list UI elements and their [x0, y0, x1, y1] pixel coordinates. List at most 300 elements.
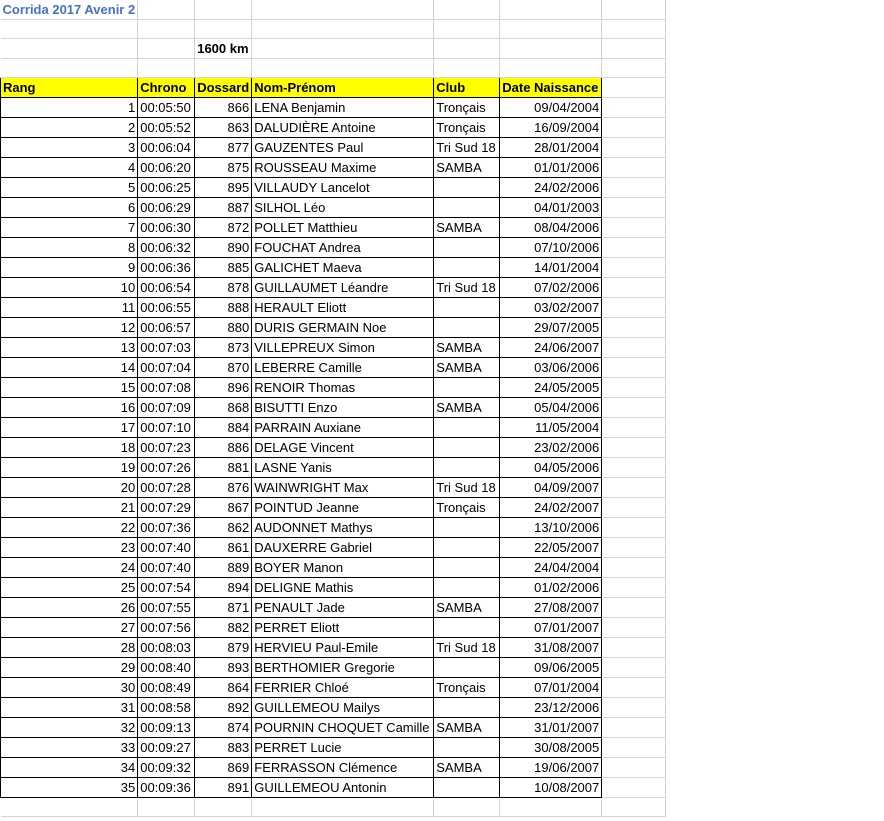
rank-cell[interactable]: 10	[1, 278, 138, 298]
rank-cell[interactable]: 28	[1, 638, 138, 658]
cell[interactable]	[434, 39, 500, 59]
bib-cell[interactable]: 872	[195, 218, 252, 238]
cell[interactable]	[602, 278, 666, 298]
bib-cell[interactable]: 862	[195, 518, 252, 538]
rank-cell[interactable]: 7	[1, 218, 138, 238]
header-rang[interactable]: Rang	[1, 78, 138, 98]
birthdate-cell[interactable]: 03/02/2007	[500, 298, 602, 318]
cell[interactable]	[138, 20, 195, 39]
rank-cell[interactable]: 34	[1, 758, 138, 778]
name-cell[interactable]: GAUZENTES Paul	[252, 138, 434, 158]
header-dossard[interactable]: Dossard	[195, 78, 252, 98]
rank-cell[interactable]: 25	[1, 578, 138, 598]
name-cell[interactable]: GUILLEMEOU Antonin	[252, 778, 434, 798]
cell[interactable]	[434, 20, 500, 39]
cell[interactable]	[602, 638, 666, 658]
cell[interactable]	[602, 478, 666, 498]
chrono-cell[interactable]: 00:07:40	[138, 538, 195, 558]
club-cell[interactable]	[434, 778, 500, 798]
club-cell[interactable]: SAMBA	[434, 358, 500, 378]
cell[interactable]	[602, 438, 666, 458]
cell[interactable]	[602, 778, 666, 798]
chrono-cell[interactable]: 00:07:04	[138, 358, 195, 378]
chrono-cell[interactable]: 00:09:27	[138, 738, 195, 758]
cell[interactable]	[602, 318, 666, 338]
bib-cell[interactable]: 879	[195, 638, 252, 658]
cell[interactable]	[1, 798, 138, 817]
cell[interactable]	[602, 518, 666, 538]
birthdate-cell[interactable]: 11/05/2004	[500, 418, 602, 438]
chrono-cell[interactable]: 00:07:36	[138, 518, 195, 538]
bib-cell[interactable]: 896	[195, 378, 252, 398]
birthdate-cell[interactable]: 04/09/2007	[500, 478, 602, 498]
club-cell[interactable]	[434, 538, 500, 558]
chrono-cell[interactable]: 00:09:36	[138, 778, 195, 798]
birthdate-cell[interactable]: 09/04/2004	[500, 98, 602, 118]
table-row	[1, 338, 666, 358]
birthdate-cell[interactable]: 14/01/2004	[500, 258, 602, 278]
chrono-cell[interactable]: 00:05:52	[138, 118, 195, 138]
rank-cell[interactable]: 33	[1, 738, 138, 758]
bib-cell[interactable]: 869	[195, 758, 252, 778]
bib-cell[interactable]: 880	[195, 318, 252, 338]
name-cell[interactable]: DAUXERRE Gabriel	[252, 538, 434, 558]
club-cell[interactable]: SAMBA	[434, 218, 500, 238]
name-cell[interactable]: POURNIN CHOQUET Camille	[252, 718, 434, 738]
chrono-cell[interactable]: 00:07:10	[138, 418, 195, 438]
table-row	[1, 538, 666, 558]
header-date-naissance[interactable]: Date Naissance	[500, 78, 602, 98]
cell[interactable]	[138, 798, 195, 817]
chrono-cell[interactable]: 00:09:13	[138, 718, 195, 738]
birthdate-cell[interactable]: 24/06/2007	[500, 338, 602, 358]
birthdate-cell[interactable]: 24/02/2007	[500, 498, 602, 518]
name-cell[interactable]: PARRAIN Auxiane	[252, 418, 434, 438]
rank-cell[interactable]: 30	[1, 678, 138, 698]
empty-row	[1, 59, 666, 78]
cell[interactable]	[434, 798, 500, 817]
rank-cell[interactable]: 32	[1, 718, 138, 738]
cell[interactable]	[602, 578, 666, 598]
club-cell[interactable]	[434, 238, 500, 258]
rank-cell[interactable]: 6	[1, 198, 138, 218]
cell[interactable]	[195, 0, 252, 20]
birthdate-cell[interactable]: 23/02/2006	[500, 438, 602, 458]
chrono-cell[interactable]: 00:07:29	[138, 498, 195, 518]
birthdate-cell[interactable]: 04/01/2003	[500, 198, 602, 218]
rank-cell[interactable]: 17	[1, 418, 138, 438]
bib-cell[interactable]: 874	[195, 718, 252, 738]
bib-cell[interactable]: 876	[195, 478, 252, 498]
club-cell[interactable]: Tronçais	[434, 498, 500, 518]
club-cell[interactable]: SAMBA	[434, 398, 500, 418]
rank-cell[interactable]: 22	[1, 518, 138, 538]
cell[interactable]	[602, 158, 666, 178]
bib-cell[interactable]: 895	[195, 178, 252, 198]
birthdate-cell[interactable]: 24/02/2006	[500, 178, 602, 198]
cell[interactable]	[138, 39, 195, 59]
cell[interactable]	[602, 738, 666, 758]
club-cell[interactable]	[434, 178, 500, 198]
bib-cell[interactable]: 890	[195, 238, 252, 258]
cell[interactable]	[500, 798, 602, 817]
name-cell[interactable]: ROUSSEAU Maxime	[252, 158, 434, 178]
bib-cell[interactable]: 875	[195, 158, 252, 178]
table-row	[1, 698, 666, 718]
bib-cell[interactable]: 863	[195, 118, 252, 138]
birthdate-cell[interactable]: 01/02/2006	[500, 578, 602, 598]
rank-cell[interactable]: 35	[1, 778, 138, 798]
club-cell[interactable]: Tronçais	[434, 98, 500, 118]
bib-cell[interactable]: 867	[195, 498, 252, 518]
cell[interactable]	[602, 458, 666, 478]
name-cell[interactable]: WAINWRIGHT Max	[252, 478, 434, 498]
name-cell[interactable]: VILLEPREUX Simon	[252, 338, 434, 358]
rank-cell[interactable]: 23	[1, 538, 138, 558]
chrono-cell[interactable]: 00:08:49	[138, 678, 195, 698]
club-cell[interactable]	[434, 618, 500, 638]
cell[interactable]	[602, 338, 666, 358]
club-cell[interactable]	[434, 518, 500, 538]
cell[interactable]	[602, 98, 666, 118]
chrono-cell[interactable]: 00:06:04	[138, 138, 195, 158]
cell[interactable]	[602, 658, 666, 678]
rank-cell[interactable]: 24	[1, 558, 138, 578]
name-cell[interactable]: LEBERRE Camille	[252, 358, 434, 378]
name-cell[interactable]: GUILLEMEOU Mailys	[252, 698, 434, 718]
cell[interactable]	[602, 558, 666, 578]
club-cell[interactable]	[434, 738, 500, 758]
club-cell[interactable]	[434, 298, 500, 318]
distance-label[interactable]: 1600 km	[195, 39, 252, 59]
rank-cell[interactable]: 29	[1, 658, 138, 678]
club-cell[interactable]	[434, 578, 500, 598]
cell[interactable]	[602, 218, 666, 238]
chrono-cell[interactable]: 00:06:36	[138, 258, 195, 278]
chrono-cell[interactable]: 00:07:54	[138, 578, 195, 598]
birthdate-cell[interactable]: 24/04/2004	[500, 558, 602, 578]
table-row	[1, 158, 666, 178]
club-cell[interactable]	[434, 698, 500, 718]
cell[interactable]	[138, 59, 195, 78]
club-cell[interactable]: Tri Sud 18	[434, 278, 500, 298]
birthdate-cell[interactable]: 31/08/2007	[500, 638, 602, 658]
name-cell[interactable]: DELAGE Vincent	[252, 438, 434, 458]
chrono-cell[interactable]: 00:06:55	[138, 298, 195, 318]
birthdate-cell[interactable]: 23/12/2006	[500, 698, 602, 718]
rank-cell[interactable]: 21	[1, 498, 138, 518]
name-cell[interactable]: BERTHOMIER Gregorie	[252, 658, 434, 678]
bib-cell[interactable]: 866	[195, 98, 252, 118]
club-cell[interactable]: Tri Sud 18	[434, 478, 500, 498]
chrono-cell[interactable]: 00:07:56	[138, 618, 195, 638]
table-row	[1, 278, 666, 298]
birthdate-cell[interactable]: 07/01/2007	[500, 618, 602, 638]
name-cell[interactable]: LENA Benjamin	[252, 98, 434, 118]
cell[interactable]	[1, 59, 138, 78]
cell[interactable]	[252, 39, 434, 59]
table-row	[1, 178, 666, 198]
name-cell[interactable]: DALUDIÈRE Antoine	[252, 118, 434, 138]
cell[interactable]	[195, 59, 252, 78]
rank-cell[interactable]: 5	[1, 178, 138, 198]
cell[interactable]	[500, 59, 602, 78]
rank-cell[interactable]: 3	[1, 138, 138, 158]
name-cell[interactable]: HERVIEU Paul-Emile	[252, 638, 434, 658]
club-cell[interactable]: Tri Sud 18	[434, 638, 500, 658]
bib-cell[interactable]: 868	[195, 398, 252, 418]
name-cell[interactable]: PERRET Lucie	[252, 738, 434, 758]
chrono-cell[interactable]: 00:07:09	[138, 398, 195, 418]
cell[interactable]	[252, 0, 434, 20]
cell[interactable]	[252, 59, 434, 78]
table-row	[1, 518, 666, 538]
chrono-cell[interactable]: 00:07:08	[138, 378, 195, 398]
table-row	[1, 418, 666, 438]
chrono-cell[interactable]: 00:07:23	[138, 438, 195, 458]
bib-cell[interactable]: 861	[195, 538, 252, 558]
chrono-cell[interactable]: 00:06:32	[138, 238, 195, 258]
bib-cell[interactable]: 891	[195, 778, 252, 798]
cell[interactable]	[500, 0, 602, 20]
bib-cell[interactable]: 894	[195, 578, 252, 598]
cell[interactable]	[602, 78, 666, 98]
chrono-cell[interactable]: 00:06:29	[138, 198, 195, 218]
cell[interactable]	[602, 418, 666, 438]
chrono-cell[interactable]: 00:06:30	[138, 218, 195, 238]
cell[interactable]	[500, 39, 602, 59]
chrono-cell[interactable]: 00:07:03	[138, 338, 195, 358]
bib-cell[interactable]: 882	[195, 618, 252, 638]
cell[interactable]	[195, 20, 252, 39]
birthdate-cell[interactable]: 16/09/2004	[500, 118, 602, 138]
cell[interactable]	[602, 118, 666, 138]
birthdate-cell[interactable]: 22/05/2007	[500, 538, 602, 558]
name-cell[interactable]: VILLAUDY Lancelot	[252, 178, 434, 198]
rank-cell[interactable]: 13	[1, 338, 138, 358]
birthdate-cell[interactable]: 30/08/2005	[500, 738, 602, 758]
cell[interactable]	[602, 378, 666, 398]
bib-cell[interactable]: 864	[195, 678, 252, 698]
rank-cell[interactable]: 8	[1, 238, 138, 258]
chrono-cell[interactable]: 00:05:50	[138, 98, 195, 118]
bib-cell[interactable]: 893	[195, 658, 252, 678]
cell[interactable]	[602, 618, 666, 638]
cell[interactable]	[1, 39, 138, 59]
rank-cell[interactable]: 12	[1, 318, 138, 338]
chrono-cell[interactable]: 00:07:26	[138, 458, 195, 478]
birthdate-cell[interactable]: 09/06/2005	[500, 658, 602, 678]
birthdate-cell[interactable]: 07/10/2006	[500, 238, 602, 258]
table-row	[1, 678, 666, 698]
bib-cell[interactable]: 892	[195, 698, 252, 718]
birthdate-cell[interactable]: 31/01/2007	[500, 718, 602, 738]
cell[interactable]	[602, 598, 666, 618]
cell[interactable]	[602, 20, 666, 39]
cell[interactable]	[602, 59, 666, 78]
cell[interactable]	[602, 718, 666, 738]
cell[interactable]	[602, 398, 666, 418]
club-cell[interactable]: SAMBA	[434, 158, 500, 178]
club-cell[interactable]: SAMBA	[434, 598, 500, 618]
cell[interactable]	[602, 358, 666, 378]
name-cell[interactable]: BISUTTI Enzo	[252, 398, 434, 418]
bib-cell[interactable]: 873	[195, 338, 252, 358]
name-cell[interactable]: DELIGNE Mathis	[252, 578, 434, 598]
club-cell[interactable]	[434, 318, 500, 338]
bib-cell[interactable]: 885	[195, 258, 252, 278]
name-cell[interactable]: FERRIER Chloé	[252, 678, 434, 698]
name-cell[interactable]: AUDONNET Mathys	[252, 518, 434, 538]
cell[interactable]	[138, 0, 195, 20]
club-cell[interactable]	[434, 418, 500, 438]
sheet-title[interactable]: Corrida 2017 Avenir 2	[1, 0, 138, 20]
bib-cell[interactable]: 887	[195, 198, 252, 218]
birthdate-cell[interactable]: 19/06/2007	[500, 758, 602, 778]
birthdate-cell[interactable]: 24/05/2005	[500, 378, 602, 398]
name-cell[interactable]: FOUCHAT Andrea	[252, 238, 434, 258]
chrono-cell[interactable]: 00:07:40	[138, 558, 195, 578]
chrono-cell[interactable]: 00:08:03	[138, 638, 195, 658]
rank-cell[interactable]: 27	[1, 618, 138, 638]
cell[interactable]	[252, 798, 434, 817]
club-cell[interactable]	[434, 558, 500, 578]
birthdate-cell[interactable]: 08/04/2006	[500, 218, 602, 238]
rank-cell[interactable]: 16	[1, 398, 138, 418]
name-cell[interactable]: SILHOL Léo	[252, 198, 434, 218]
cell[interactable]	[602, 698, 666, 718]
rank-cell[interactable]: 18	[1, 438, 138, 458]
cell[interactable]	[602, 498, 666, 518]
name-cell[interactable]: HERAULT Eliott	[252, 298, 434, 318]
club-cell[interactable]: Tronçais	[434, 678, 500, 698]
birthdate-cell[interactable]: 01/01/2006	[500, 158, 602, 178]
name-cell[interactable]: FERRASSON Clémence	[252, 758, 434, 778]
name-cell[interactable]: GUILLAUMET Léandre	[252, 278, 434, 298]
header-nom-prenom[interactable]: Nom-Prénom	[252, 78, 434, 98]
cell[interactable]	[602, 258, 666, 278]
rank-cell[interactable]: 14	[1, 358, 138, 378]
bib-cell[interactable]: 884	[195, 418, 252, 438]
birthdate-cell[interactable]: 04/05/2006	[500, 458, 602, 478]
club-cell[interactable]	[434, 658, 500, 678]
rank-cell[interactable]: 11	[1, 298, 138, 318]
cell[interactable]	[1, 20, 138, 39]
rank-cell[interactable]: 4	[1, 158, 138, 178]
birthdate-cell[interactable]: 05/04/2006	[500, 398, 602, 418]
birthdate-cell[interactable]: 07/02/2006	[500, 278, 602, 298]
bib-cell[interactable]: 870	[195, 358, 252, 378]
cell[interactable]	[602, 39, 666, 59]
name-cell[interactable]: BOYER Manon	[252, 558, 434, 578]
birthdate-cell[interactable]: 10/08/2007	[500, 778, 602, 798]
birthdate-cell[interactable]: 07/01/2004	[500, 678, 602, 698]
bib-cell[interactable]: 878	[195, 278, 252, 298]
cell[interactable]	[195, 798, 252, 817]
table-row	[1, 398, 666, 418]
rank-cell[interactable]: 9	[1, 258, 138, 278]
club-cell[interactable]	[434, 438, 500, 458]
name-cell[interactable]: PERRET Eliott	[252, 618, 434, 638]
cell[interactable]	[602, 178, 666, 198]
cell[interactable]	[602, 538, 666, 558]
chrono-cell[interactable]: 00:06:25	[138, 178, 195, 198]
club-cell[interactable]: SAMBA	[434, 718, 500, 738]
birthdate-cell[interactable]: 27/08/2007	[500, 598, 602, 618]
name-cell[interactable]: LASNE Yanis	[252, 458, 434, 478]
club-cell[interactable]	[434, 458, 500, 478]
rank-cell[interactable]: 1	[1, 98, 138, 118]
chrono-cell[interactable]: 00:06:57	[138, 318, 195, 338]
club-cell[interactable]: SAMBA	[434, 758, 500, 778]
rank-cell[interactable]: 31	[1, 698, 138, 718]
bib-cell[interactable]: 888	[195, 298, 252, 318]
name-cell[interactable]: GALICHET Maeva	[252, 258, 434, 278]
rank-cell[interactable]: 15	[1, 378, 138, 398]
cell[interactable]	[500, 20, 602, 39]
chrono-cell[interactable]: 00:06:20	[138, 158, 195, 178]
cell[interactable]	[434, 59, 500, 78]
header-chrono[interactable]: Chrono	[138, 78, 195, 98]
club-cell[interactable]: SAMBA	[434, 338, 500, 358]
bib-cell[interactable]: 871	[195, 598, 252, 618]
chrono-cell[interactable]: 00:06:54	[138, 278, 195, 298]
bib-cell[interactable]: 886	[195, 438, 252, 458]
chrono-cell[interactable]: 00:07:55	[138, 598, 195, 618]
rank-cell[interactable]: 2	[1, 118, 138, 138]
bib-cell[interactable]: 877	[195, 138, 252, 158]
rank-cell[interactable]: 20	[1, 478, 138, 498]
cell[interactable]	[602, 798, 666, 817]
chrono-cell[interactable]: 00:07:28	[138, 478, 195, 498]
chrono-cell[interactable]: 00:09:32	[138, 758, 195, 778]
club-cell[interactable]	[434, 198, 500, 218]
bib-cell[interactable]: 883	[195, 738, 252, 758]
name-cell[interactable]: PENAULT Jade	[252, 598, 434, 618]
table-row	[1, 318, 666, 338]
cell[interactable]	[602, 138, 666, 158]
bib-cell[interactable]: 881	[195, 458, 252, 478]
club-cell[interactable]	[434, 378, 500, 398]
birthdate-cell[interactable]: 13/10/2006	[500, 518, 602, 538]
bib-cell[interactable]: 889	[195, 558, 252, 578]
cell[interactable]	[602, 238, 666, 258]
cell[interactable]	[602, 678, 666, 698]
name-cell[interactable]: POLLET Matthieu	[252, 218, 434, 238]
rank-cell[interactable]: 19	[1, 458, 138, 478]
cell[interactable]	[602, 758, 666, 778]
chrono-cell[interactable]: 00:08:58	[138, 698, 195, 718]
cell[interactable]	[434, 0, 500, 20]
rank-cell[interactable]: 26	[1, 598, 138, 618]
birthdate-cell[interactable]: 03/06/2006	[500, 358, 602, 378]
club-cell[interactable]	[434, 258, 500, 278]
cell[interactable]	[602, 298, 666, 318]
cell[interactable]	[602, 198, 666, 218]
birthdate-cell[interactable]: 28/01/2004	[500, 138, 602, 158]
chrono-cell[interactable]: 00:08:40	[138, 658, 195, 678]
name-cell[interactable]: RENOIR Thomas	[252, 378, 434, 398]
name-cell[interactable]: POINTUD Jeanne	[252, 498, 434, 518]
name-cell[interactable]: DURIS GERMAIN Noe	[252, 318, 434, 338]
club-cell[interactable]: Tronçais	[434, 118, 500, 138]
club-cell[interactable]: Tri Sud 18	[434, 138, 500, 158]
cell[interactable]	[602, 0, 666, 20]
birthdate-cell[interactable]: 29/07/2005	[500, 318, 602, 338]
header-club[interactable]: Club	[434, 78, 500, 98]
cell[interactable]	[252, 20, 434, 39]
table-row	[1, 378, 666, 398]
